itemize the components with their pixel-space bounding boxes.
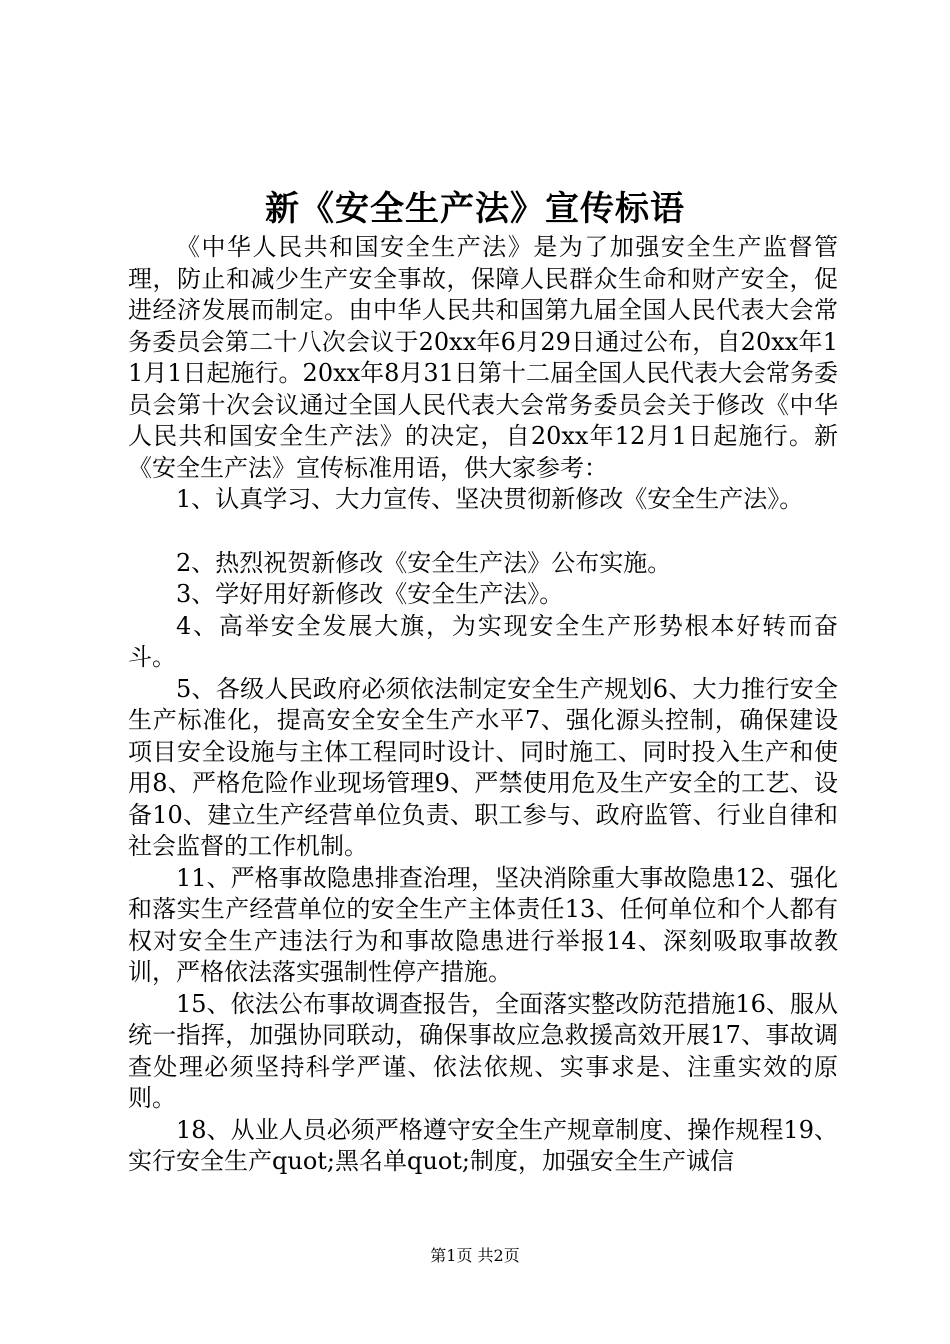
slogan-paragraph-1: 1、认真学习、大力宣传、坚决贯彻新修改《安全生产法》。 bbox=[176, 485, 804, 513]
slogan-paragraph-18-19: 18、从业人员必须严格遵守安全生产规章制度、操作规程19、实行安全生产quot;黑名单quot;制度，加强安全生产诚信 bbox=[128, 1115, 838, 1175]
page-number-footer: 第1页 共2页 bbox=[430, 1246, 520, 1265]
document-body bbox=[128, 232, 838, 1178]
slogan-paragraph-2: 2、热烈祝贺新修改《安全生产法》公布实施。 bbox=[176, 548, 672, 577]
slogan-paragraph-11-14: 11、严格事故隐患排查治理，坚决消除重大事故隐患12、强化和落实生产经营单位的安全生产主体责任13、任何单位和个人都有权对安全生产违法行为和事故隐患进行举报14、深刻吸取事故教训，严格依法落实强制性停产措施。 bbox=[128, 863, 838, 986]
slogan-paragraph-15-17: 15、依法公布事故调查报告，全面落实整改防范措施16、服从统一指挥，加强协同联动，确保事故应急救援高效开展17、事故调查处理必须坚持科学严谨、依法依规、实事求是、注重实效的原则。 bbox=[128, 989, 838, 1112]
slogan-paragraph-5-10: 5、各级人民政府必须依法制定安全生产规划6、大力推行安全生产标准化，提高安全安全生产水平7、强化源头控制，确保建设项目安全设施与主体工程同时设计、同时施工、同时投入生产和使用8、严格危险作业现场管理9、严禁使用危及生产安全的工艺、设备10、建立生产经营单位负责、职工参与、政府监管、行业自律和社会监督的工作机制。 bbox=[128, 674, 838, 860]
document-title: 新《安全生产法》宣传标语 bbox=[265, 189, 685, 229]
slogan-paragraph-4: 4、高举安全发展大旗，为实现安全生产形势根本好转而奋斗。 bbox=[128, 611, 838, 671]
slogan-paragraph-3: 3、学好用好新修改《安全生产法》。 bbox=[176, 580, 564, 608]
intro-paragraph: 《中华人民共和国安全生产法》是为了加强安全生产监督管理，防止和减少生产安全事故，保障人民群众生命和财产安全，促进经济发展而制定。由中华人民共和国第九届全国人民代表大会常务委员会第二十八次会议于20xx年6月29日通过公布，自20xx年11月1日起施行。20xx年8月31日第十二届全国人民代表大会常务委员会第十次会议通过全国人民代表大会常务委员会关于修改《中华人民共和国安全生产法》的决定，自20xx年12月1日起施行。新《安全生产法》宣传标准用语，供大家参考： bbox=[128, 233, 838, 482]
